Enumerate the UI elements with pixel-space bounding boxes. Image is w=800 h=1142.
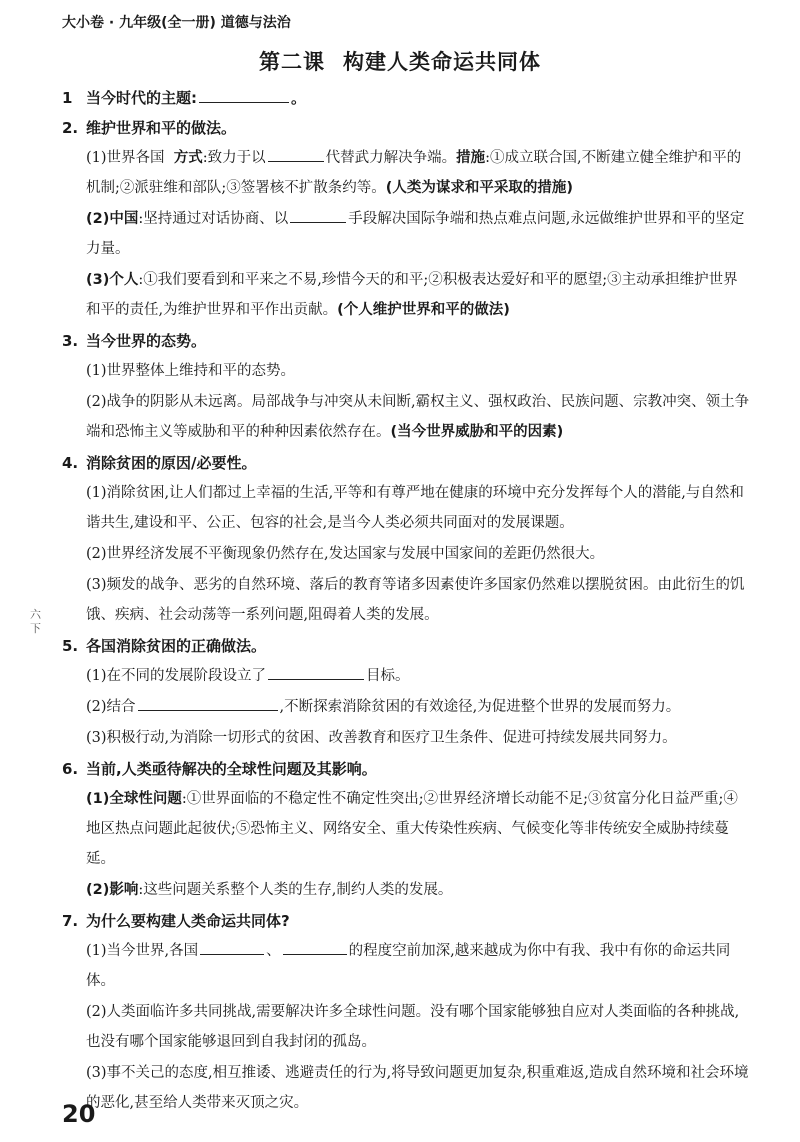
question-6: 6. 当前,人类亟待解决的全球性问题及其影响。: [62, 760, 377, 778]
question-4-part-3: (3)频发的战争、恶劣的自然环境、落后的教育等诸多因素使许多国家仍然难以摆脱贫困。由此衍生的饥饿、疾病、社会动荡等一系列问题,阻碍着人类的发展。: [86, 577, 745, 623]
content: [62, 82, 752, 1118]
book-header: 大小卷 · 九年级(全一册) 道德与法治: [62, 15, 291, 31]
margin-mark: 六 下: [30, 608, 41, 635]
question-5-part-3: (3)积极行动,为消除一切形式的贫困、改善教育和医疗卫生条件、促进可持续发展共同努力。: [86, 730, 677, 746]
page-number: 20: [62, 1100, 96, 1128]
question-4: 4. 消除贫困的原因/必要性。: [62, 454, 257, 472]
lesson-number: 第二课: [259, 50, 325, 74]
answer-blank[interactable]: [268, 664, 364, 680]
question-7-part-1: (1)当今世界,各国 、 的程度空前加深,越来越成为你中有我、我中有你的命运共同体。: [62, 936, 752, 996]
question-3-part-1: (1)世界整体上维持和平的态势。: [86, 363, 296, 379]
question-1: 1 当今时代的主题: 。: [62, 89, 307, 107]
question-5-part-1: (1)在不同的发展阶段设立了 目标。: [62, 661, 752, 691]
question-5: 5. 各国消除贫困的正确做法。: [62, 637, 267, 655]
question-4-part-1: (1)消除贫困,让人们都过上幸福的生活,平等和有尊严地在健康的环境中充分发挥每个人的潜能,与自然和谐共生,建设和平、公正、包容的社会,是当今人类必须共同面对的发展课题。: [86, 485, 744, 531]
answer-blank[interactable]: [138, 695, 278, 711]
lesson-title: [0, 46, 800, 76]
question-2-part-1: (1)世界各国 方式:致力于以 代替武力解决争端。措施:①成立联合国,不断建立健全维护和平的机制;②派驻维和部队;③签署核不扩散条约等。(人类为谋求和平采取的措施): [62, 143, 752, 203]
question-3: 3. 当今世界的态势。: [62, 332, 207, 350]
question-2-part-2: (2)中国:坚持通过对话协商、以 手段解决国际争端和热点难点问题,永远做维护世界和平的坚定力量。: [62, 204, 752, 264]
question-5-part-2: (2)结合 ,不断探索消除贫困的有效途径,为促进整个世界的发展而努力。: [62, 692, 752, 722]
answer-blank[interactable]: [200, 939, 264, 955]
question-2-part-3: (3)个人:①我们要看到和平来之不易,珍惜今天的和平;②积极表达爱好和平的愿望;③主动承担维护世界和平的责任,为维护世界和平作出贡献。(个人维护世界和平的做法): [86, 272, 738, 318]
question-6-part-2: (2)影响:这些问题关系整个人类的生存,制约人类的发展。: [86, 882, 453, 898]
question-2: 2. 维护世界和平的做法。: [62, 119, 237, 137]
answer-blank[interactable]: [268, 146, 324, 162]
answer-blank[interactable]: [283, 939, 347, 955]
answer-blank[interactable]: [290, 207, 346, 223]
question-7-part-3: (3)事不关己的态度,相互推诿、逃避责任的行为,将导致问题更加复杂,积重难返,造成自然环境和社会环境的恶化,甚至给人类带来灭顶之灾。: [86, 1065, 749, 1111]
question-6-part-1: (1)全球性问题:①世界面临的不稳定性不确定性突出;②世界经济增长动能不足;③贫富分化日益严重;④地区热点问题此起彼伏;⑤恐怖主义、网络安全、重大传染性疾病、气候变化等非传统安全威胁持续蔓延。: [86, 791, 738, 867]
question-7-part-2: (2)人类面临许多共同挑战,需要解决许多全球性问题。没有哪个国家能够独自应对人类面临的各种挑战,也没有哪个国家能够退回到自我封闭的孤岛。: [86, 1004, 740, 1050]
question-3-part-2: (2)战争的阴影从未远离。局部战争与冲突从未间断,霸权主义、强权政治、民族问题、宗教冲突、领土争端和恐怖主义等威胁和平的种种因素依然存在。(当今世界威胁和平的因素): [86, 394, 750, 440]
answer-blank[interactable]: [199, 87, 289, 103]
lesson-name: 构建人类命运共同体: [343, 50, 541, 74]
question-4-part-2: (2)世界经济发展不平衡现象仍然存在,发达国家与发展中国家间的差距仍然很大。: [86, 546, 605, 562]
question-7: 7. 为什么要构建人类命运共同体?: [62, 912, 290, 930]
